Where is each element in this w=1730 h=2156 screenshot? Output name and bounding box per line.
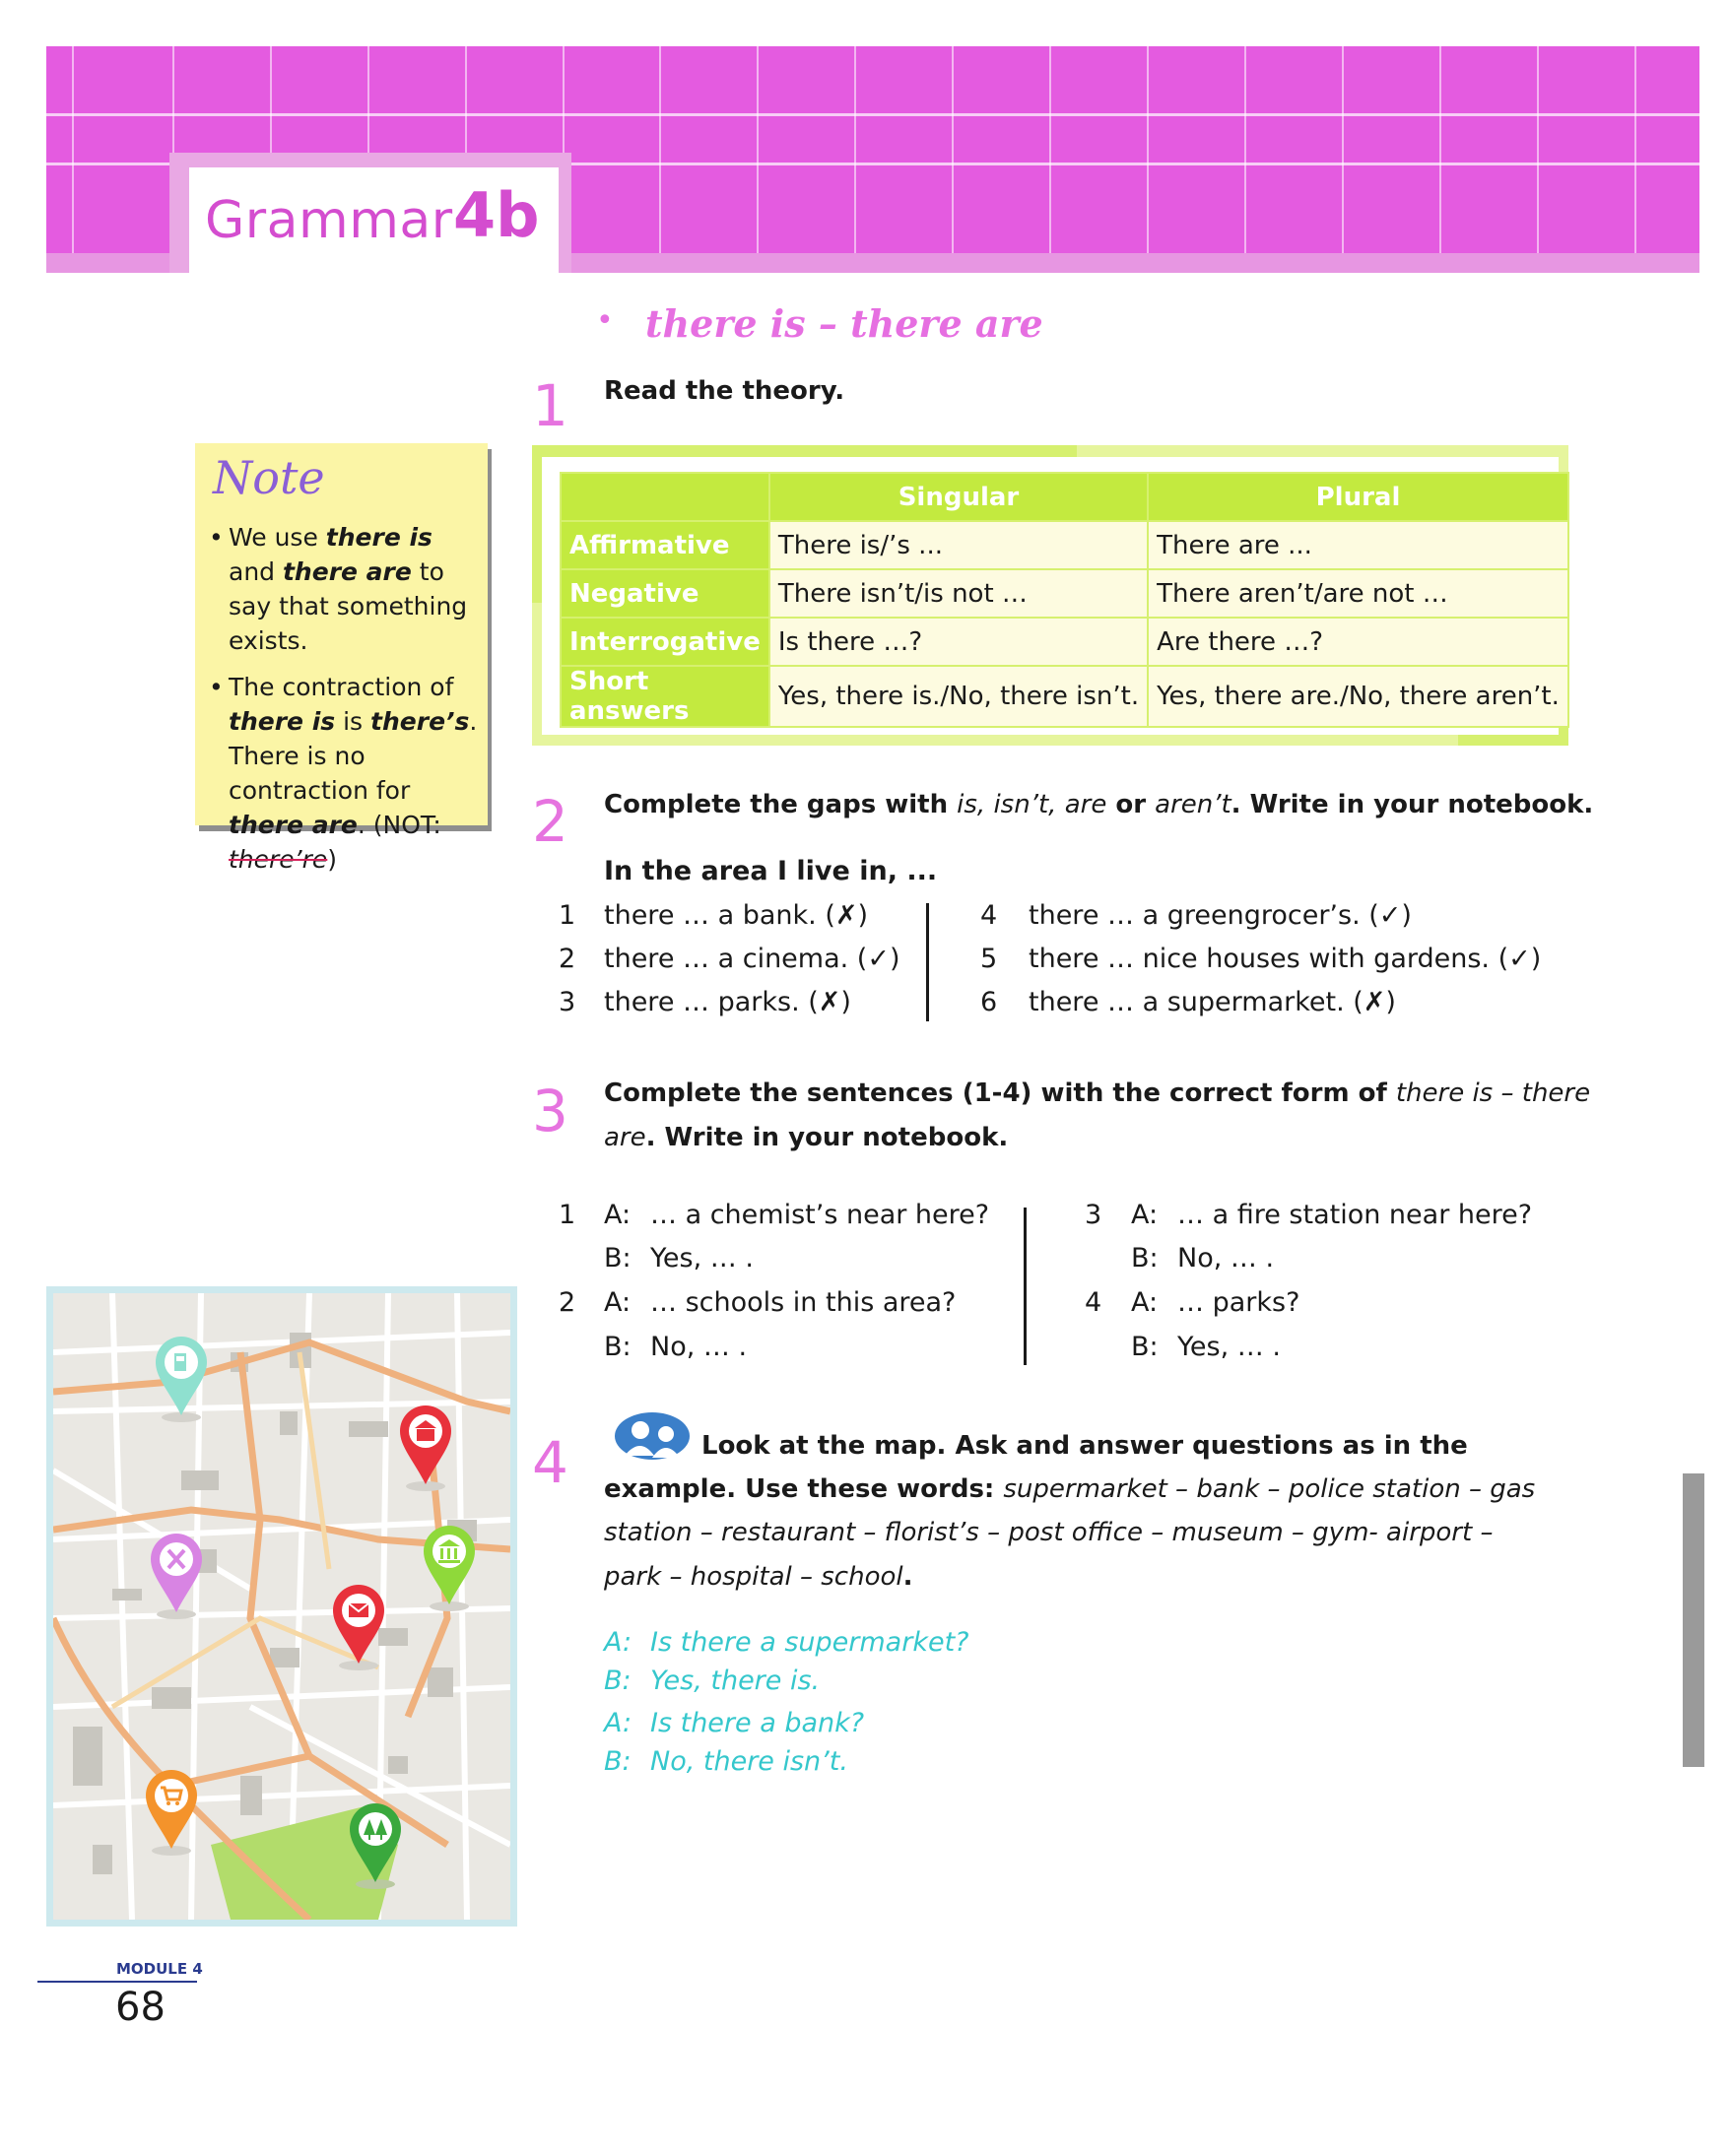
speaker-label: B:: [604, 1243, 632, 1274]
exercise-4-number: 4: [532, 1429, 568, 1496]
note-box: [195, 443, 488, 874]
dialogue-line: … a chemist’s near here?: [650, 1200, 990, 1230]
exercise-4-instruction: Look at the map. Ask and answer questions as in the: [701, 1431, 1468, 1461]
table-row: [561, 569, 1568, 618]
bank-icon[interactable]: [420, 1522, 479, 1616]
table-row: [561, 618, 1568, 666]
list-item: there … a bank. (✗): [604, 900, 869, 931]
example-line: Is there a supermarket?: [650, 1627, 969, 1658]
item-number: 5: [980, 944, 998, 974]
speaker-label: B:: [1131, 1332, 1159, 1362]
exercise-4-instruction-cont: example. Use these words: supermarket – bank – police station – gas: [604, 1474, 1536, 1504]
list-item: there … a cinema. (✓): [604, 944, 900, 974]
dialogue-number: 2: [559, 1287, 576, 1318]
example-line: Yes, there is.: [650, 1666, 821, 1696]
dialogue-number: 4: [1085, 1287, 1102, 1318]
list-item: there … a supermarket. (✗): [1029, 987, 1396, 1017]
city-map: [46, 1286, 517, 1927]
speaker-label: A:: [1131, 1200, 1159, 1230]
example-line: No, there isn’t.: [650, 1746, 848, 1777]
table-cell: There are ...: [1148, 521, 1568, 569]
example-line: Is there a bank?: [650, 1708, 865, 1738]
note-title: Note: [213, 451, 325, 504]
row-header: Short answers: [561, 666, 769, 727]
dialogue-number: 3: [1085, 1200, 1102, 1230]
speaker-label: B:: [604, 1332, 632, 1362]
footer-rule: [37, 1981, 197, 1983]
dialogue-line: Yes, … .: [650, 1243, 754, 1274]
exercise-2-number: 2: [532, 788, 568, 855]
dialogue-line: No, … .: [650, 1332, 748, 1362]
museum-icon[interactable]: [396, 1402, 455, 1496]
restaurant-icon[interactable]: [147, 1530, 206, 1624]
fuel-icon[interactable]: [152, 1333, 211, 1427]
dialogue-line: Yes, … .: [1177, 1332, 1281, 1362]
item-number: 2: [559, 944, 576, 974]
column-header: Singular: [769, 473, 1148, 521]
column-divider: [1024, 1208, 1027, 1365]
dialogue-number: 1: [559, 1200, 576, 1230]
post-office-icon[interactable]: [329, 1581, 388, 1675]
exercise-1-number: 1: [532, 372, 568, 439]
example-speaker: A:: [604, 1708, 632, 1738]
note-body: [209, 520, 480, 888]
page-number: 68: [115, 1985, 166, 2030]
page-title: Grammar: [205, 191, 453, 250]
example-speaker: B:: [604, 1666, 632, 1696]
row-header: Negative: [561, 569, 769, 618]
table-row: [561, 521, 1568, 569]
column-divider: [926, 903, 929, 1021]
list-item: there … parks. (✗): [604, 987, 851, 1017]
row-header: Interrogative: [561, 618, 769, 666]
exercise-3-instruction: Complete the sentences (1-4) with the correct form of there is – there: [604, 1078, 1591, 1108]
dialogue-line: No, … .: [1177, 1243, 1275, 1274]
table-cell: Yes, there are./No, there aren’t.: [1148, 666, 1568, 727]
speaker-label: A:: [1131, 1287, 1159, 1318]
table-cell: Are there …?: [1148, 618, 1568, 666]
page-edge-tab: [1683, 1473, 1704, 1767]
exercise-4-instruction-cont: park – hospital – school.: [604, 1562, 913, 1592]
note-item: • The contraction of there is is there’s. There is no contraction for there are. (NOT: there’re): [209, 673, 478, 874]
dialogue-line: … parks?: [1177, 1287, 1300, 1318]
row-header: Affirmative: [561, 521, 769, 569]
park-tree-icon[interactable]: [346, 1799, 405, 1894]
table-cell: There aren’t/are not …: [1148, 569, 1568, 618]
table-cell: There isn’t/is not …: [769, 569, 1148, 618]
shopping-cart-icon[interactable]: [142, 1766, 201, 1861]
example-speaker: B:: [604, 1746, 632, 1777]
speaker-label: A:: [604, 1200, 632, 1230]
speaker-label: B:: [1131, 1243, 1159, 1274]
exercise-3-instruction-cont: are. Write in your notebook.: [604, 1123, 1009, 1152]
example-speaker: A:: [604, 1627, 632, 1658]
item-number: 4: [980, 900, 998, 931]
exercise-2-instruction: Complete the gaps with is, isn’t, are or aren’t. Write in your notebook.: [604, 790, 1594, 819]
item-number: 3: [559, 987, 576, 1017]
page-title-number: 4b: [453, 179, 540, 251]
column-header: Plural: [1148, 473, 1568, 521]
table-cell: There is/’s ...: [769, 521, 1148, 569]
note-item: • We use there is and there are to say that something exists.: [209, 523, 468, 655]
speaking-icon: [611, 1406, 695, 1468]
list-item: there … nice houses with gardens. (✓): [1029, 944, 1542, 974]
topic-heading: there is – there are: [645, 301, 1043, 346]
dialogue-line: … schools in this area?: [650, 1287, 957, 1318]
table-cell: Is there …?: [769, 618, 1148, 666]
exercise-3-number: 3: [532, 1078, 568, 1144]
exercise-4-instruction-cont: station – restaurant – florist’s – post office – museum – gym- airport –: [604, 1518, 1494, 1547]
exercise-1-instruction: Read the theory.: [604, 376, 845, 406]
module-label: MODULE 4: [116, 1960, 203, 1978]
list-item: there … a greengrocer’s. (✓): [1029, 900, 1412, 931]
item-number: 1: [559, 900, 576, 931]
table-cell: Yes, there is./No, there isn’t.: [769, 666, 1148, 727]
topic-bullet: •: [596, 303, 614, 338]
speaker-label: A:: [604, 1287, 632, 1318]
exercise-2-lead: In the area I live in, ...: [604, 856, 938, 886]
item-number: 6: [980, 987, 998, 1017]
theory-table: [560, 472, 1569, 728]
dialogue-line: … a fire station near here?: [1177, 1200, 1533, 1230]
table-row: [561, 666, 1568, 727]
